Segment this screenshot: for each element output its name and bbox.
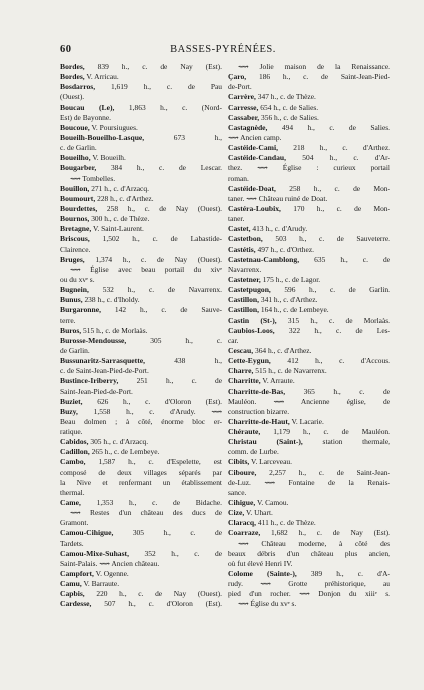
entry-name: Castetpugon, xyxy=(228,285,271,295)
text-line xyxy=(60,295,222,305)
entry-text: V. Larceveau. xyxy=(249,457,292,467)
text-line xyxy=(60,204,222,214)
entry-name: Christau (Saint-), xyxy=(228,437,303,447)
text-line xyxy=(60,255,222,265)
entry-name: Castéide-Candau, xyxy=(228,153,287,163)
entry-name: Buros, xyxy=(60,325,82,335)
text-line xyxy=(228,589,390,599)
text-line xyxy=(60,224,222,234)
entry-text: 164 h., c. de Lembeye. xyxy=(259,305,329,315)
entry-name: Bourdettes, xyxy=(60,203,98,213)
text-line xyxy=(228,194,390,204)
entry-name: Carresse, xyxy=(228,102,259,112)
text-line xyxy=(60,214,222,224)
entry-text: 258 h., c. de Nay (Ouest). xyxy=(97,203,222,213)
entry-name: Castéra-Loubix, xyxy=(228,203,281,213)
entry-text: ratique. xyxy=(60,427,83,437)
text-line xyxy=(228,457,390,467)
entry-text: Saint-Palais. ⟿ Ancien château. xyxy=(60,558,160,568)
entry-text: 305 h., c. d'Arzacq. xyxy=(88,437,149,447)
entry-name: Çaro, xyxy=(228,72,247,82)
text-line xyxy=(60,508,222,518)
entry-name: Cassaber, xyxy=(228,112,260,122)
entry-name: Charritte, xyxy=(228,376,261,386)
entry-name: Capbis, xyxy=(60,589,85,599)
entry-name: Boumourt, xyxy=(60,193,96,203)
text-line xyxy=(228,468,390,478)
entry-name: Bunus, xyxy=(60,295,83,305)
text-line xyxy=(228,579,390,589)
entry-text: 1,558 h., c. d'Arudy. ⟿ xyxy=(77,406,222,416)
entry-text: pied d'un rocher. ⟿ Donjon du xiiiᵉ s. xyxy=(228,589,390,599)
text-line xyxy=(228,174,390,184)
entry-text: 186 h., c. de Saint-Jean-Pied- xyxy=(246,72,390,82)
entry-text: 504 h., c. d'Ar- xyxy=(286,153,390,163)
entry-text: Beau dolmen ; à côté, énorme bloc er- xyxy=(60,416,222,426)
entry-name: Bretagne, xyxy=(60,224,92,234)
entry-text: Navarrenx. xyxy=(228,264,262,274)
text-line xyxy=(60,103,222,113)
entry-text: 507 h., c. d'Oloron (Est). xyxy=(91,599,222,609)
entry-text: ⟿ Jolie maison de la Renaissance. xyxy=(238,62,390,71)
entry-text: 356 h., c. de Salies. xyxy=(259,112,319,122)
entry-text: 411 h., c. de Thèze. xyxy=(256,518,316,528)
entry-name: Cambo, xyxy=(60,457,86,467)
text-line xyxy=(60,184,222,194)
text-line xyxy=(228,143,390,153)
entry-text: car. xyxy=(228,335,239,345)
text-line xyxy=(60,599,222,609)
text-line xyxy=(228,478,390,488)
entry-name: Carrère, xyxy=(228,92,256,102)
text-line xyxy=(228,62,390,72)
text-line xyxy=(60,549,222,559)
entry-name: Castéide-Doat, xyxy=(228,183,276,193)
entry-name: Boucau (Le), xyxy=(60,102,115,112)
entry-name: Bosdarros, xyxy=(60,82,96,92)
entry-text: taner. xyxy=(228,214,245,224)
entry-text: 389 h., c. d'A- xyxy=(296,569,390,579)
entry-text: 1,179 h., c. de Mauléon. xyxy=(260,427,390,437)
text-line xyxy=(60,366,222,376)
entry-name: Briscous, xyxy=(60,234,90,244)
entry-text: ou du xvᵉ s. xyxy=(60,274,95,284)
entry-name: Bordes, xyxy=(60,62,85,71)
text-line xyxy=(228,427,390,437)
text-line xyxy=(60,498,222,508)
entry-text: composé de deux villages séparés par xyxy=(60,467,222,477)
text-line xyxy=(228,559,390,569)
entry-text: 494 h., c. de Salies. xyxy=(267,122,390,132)
entry-text: 384 h., c. de Lescar. xyxy=(96,163,222,173)
text-line xyxy=(60,356,222,366)
entry-name: Bordes, xyxy=(60,72,85,82)
entry-text: comm. de Lurbe. xyxy=(228,447,279,457)
entry-text: V. Camou. xyxy=(255,498,289,508)
entry-text: V. Barraute. xyxy=(81,579,120,589)
text-line xyxy=(228,275,390,285)
page-header xyxy=(60,44,386,56)
entry-text: 532 h., c. de Navarrenx. xyxy=(88,285,222,295)
entry-name: Caubios-Loos, xyxy=(228,325,275,335)
entry-text: 1,863 h., c. (Nord- xyxy=(114,102,222,112)
entry-text: la Nive et renfermant un établissement xyxy=(60,477,222,487)
text-line xyxy=(228,539,390,549)
entry-text: 515 h., c. de Navarrenx. xyxy=(253,366,327,376)
right-column xyxy=(228,62,390,610)
text-line xyxy=(60,163,222,173)
text-line xyxy=(60,457,222,467)
entry-text: 142 h., c. de Sauve- xyxy=(101,305,222,315)
entry-name: Chéraute, xyxy=(228,427,261,437)
text-line xyxy=(60,569,222,579)
entry-text: 265 h., c. de Lembeye. xyxy=(89,447,160,457)
text-line xyxy=(228,366,390,376)
text-line xyxy=(60,387,222,397)
entry-text: c. de Garlin. xyxy=(60,143,97,153)
entry-text: 1,374 h., c. de Nay (Ouest). xyxy=(84,254,222,264)
entry-name: Castet, xyxy=(228,224,251,234)
entry-text: rudy. ⟿ Grotte préhistorique, au xyxy=(228,579,390,589)
entry-name: Bussunaritz-Sarrasquette, xyxy=(60,356,146,366)
text-line xyxy=(60,528,222,538)
entry-name: Castetnau-Camblong, xyxy=(228,254,300,264)
text-line xyxy=(228,356,390,366)
left-column xyxy=(60,62,222,610)
text-line xyxy=(60,153,222,163)
entry-text: ⟿ Ancien camp. xyxy=(228,132,282,142)
entry-text: 1,587 h., c. d'Espelette, est xyxy=(85,457,222,467)
text-line xyxy=(228,437,390,447)
text-line xyxy=(60,437,222,447)
entry-text: 2,257 h., c. de Saint-Jean- xyxy=(256,467,390,477)
entry-name: Boueilh-Boueilho-Lasque, xyxy=(60,132,145,142)
entry-name: Cihigue, xyxy=(228,498,256,508)
entry-name: Cardesse, xyxy=(60,599,92,609)
entry-text: 596 h., c. de Garlin. xyxy=(270,285,390,295)
text-line xyxy=(228,417,390,427)
text-line xyxy=(60,488,222,498)
entry-text: 503 h., c. de Sauveterre. xyxy=(262,234,390,244)
text-line xyxy=(228,498,390,508)
text-line xyxy=(228,265,390,275)
text-line xyxy=(228,295,390,305)
entry-text: 1,682 h., c. de Nay (Est). xyxy=(260,528,390,538)
text-line xyxy=(60,174,222,184)
text-line xyxy=(60,468,222,478)
entry-name: Bougarber, xyxy=(60,163,97,173)
text-line xyxy=(60,305,222,315)
entry-text: 839 h., c. de Nay (Est). xyxy=(84,62,222,71)
entry-name: Castetner, xyxy=(228,274,261,284)
entry-text: Saint-Jean-Pied-de-Port. xyxy=(60,386,133,396)
text-line xyxy=(228,376,390,386)
entry-name: Castagnède, xyxy=(228,122,268,132)
text-line xyxy=(228,528,390,538)
entry-text: 365 h., c. de xyxy=(285,386,390,396)
entry-text: V. Boueilh. xyxy=(90,153,126,163)
text-line xyxy=(228,204,390,214)
text-line xyxy=(228,214,390,224)
entry-text: c. de Saint-Jean-Pied-de-Port. xyxy=(60,366,149,376)
text-line xyxy=(60,397,222,407)
text-line xyxy=(60,113,222,123)
text-line xyxy=(60,133,222,143)
text-line xyxy=(228,599,390,609)
entry-name: Castin (St-), xyxy=(228,315,277,325)
text-line xyxy=(60,559,222,569)
entry-text: 175 h., c. de Lagor. xyxy=(260,274,321,284)
text-line xyxy=(60,234,222,244)
entry-text: 673 h., xyxy=(144,132,222,142)
entry-text: 438 h., xyxy=(145,356,222,366)
entry-name: Charre, xyxy=(228,366,254,376)
entry-name: Claracq, xyxy=(228,518,257,528)
entry-name: Boucoue, xyxy=(60,122,90,132)
entry-text: 305 h., c. xyxy=(126,335,222,345)
text-line xyxy=(228,92,390,102)
text-line xyxy=(60,579,222,589)
entry-name: Bouillon, xyxy=(60,183,90,193)
entry-name: Castillon, xyxy=(228,305,260,315)
text-line xyxy=(228,82,390,92)
text-line xyxy=(60,265,222,275)
text-line xyxy=(60,326,222,336)
entry-text: sance. xyxy=(228,487,247,497)
text-line xyxy=(60,589,222,599)
entry-text: ⟿ Église avec beau portail du xivᵉ xyxy=(70,264,222,274)
text-line xyxy=(228,407,390,417)
text-line xyxy=(228,163,390,173)
entry-name: Campfort, xyxy=(60,569,94,579)
text-line xyxy=(228,508,390,518)
entry-name: Charritte-de-Haut, xyxy=(228,416,290,426)
text-line xyxy=(60,336,222,346)
entry-name: Burosse-Mendousse, xyxy=(60,335,127,345)
text-line xyxy=(60,143,222,153)
entry-text: beaux débris d'un château plus ancien, xyxy=(228,548,390,558)
entry-name: Cadillon, xyxy=(60,447,90,457)
text-line xyxy=(228,326,390,336)
text-line xyxy=(60,539,222,549)
entry-name: Castillon, xyxy=(228,295,260,305)
entry-text: Gramont. xyxy=(60,518,89,528)
text-line xyxy=(60,194,222,204)
text-line xyxy=(228,153,390,163)
text-line xyxy=(228,255,390,265)
text-line xyxy=(228,234,390,244)
entry-name: Came, xyxy=(60,498,81,508)
text-line xyxy=(228,346,390,356)
text-line xyxy=(228,387,390,397)
entry-name: Colome (Sainte-), xyxy=(228,569,297,579)
entry-name: Bugnein, xyxy=(60,285,89,295)
entry-name: Castétis, xyxy=(228,244,256,254)
entry-text: roman. xyxy=(228,173,249,183)
entry-text: où fut élevé Henri IV. xyxy=(228,558,293,568)
entry-text: 635 h., c. de xyxy=(299,254,390,264)
entry-text: 315 h., c. de Morlaàs. xyxy=(276,315,390,325)
text-line xyxy=(228,397,390,407)
text-line xyxy=(60,447,222,457)
entry-text: terre. xyxy=(60,315,76,325)
entry-name: Coarraze, xyxy=(228,528,261,538)
entry-text: V. Lacarie. xyxy=(289,416,324,426)
entry-text: 322 h., c. de Les- xyxy=(274,325,390,335)
text-line xyxy=(60,518,222,528)
text-line xyxy=(60,72,222,82)
entry-text: 364 h., c. d'Arthez. xyxy=(253,345,312,355)
text-line xyxy=(60,275,222,285)
text-line xyxy=(228,123,390,133)
text-line xyxy=(60,285,222,295)
text-line xyxy=(60,82,222,92)
text-line xyxy=(228,316,390,326)
entry-name: Cabidos, xyxy=(60,437,89,447)
entry-text: 347 h., c. de Thèze. xyxy=(255,92,316,102)
entry-text: 654 h., c. de Salies. xyxy=(258,102,319,112)
entry-text: 220 h., c. de Nay (Ouest). xyxy=(84,589,222,599)
entry-text: construction bizarre. xyxy=(228,406,290,416)
entry-text: 251 h., c. de xyxy=(118,376,222,386)
entry-text: 305 h., c. de xyxy=(113,528,222,538)
entry-text: Tardets. xyxy=(60,538,84,548)
entry-text: ⟿ Restes d'un château des ducs de xyxy=(70,508,222,518)
entry-text: ⟿ Château moderne, à côté des xyxy=(238,538,390,548)
entry-text: 238 h., c. d'Iholdy. xyxy=(82,295,140,305)
text-line xyxy=(228,488,390,498)
entry-name: Camou-Cihigue, xyxy=(60,528,114,538)
entry-text: V. Saint-Laurent. xyxy=(91,224,144,234)
entry-text: taner. ⟿ Château ruiné de Doat. xyxy=(228,193,328,203)
entry-text: V. Arricau. xyxy=(84,72,119,82)
entry-name: Cibits, xyxy=(228,457,250,467)
entry-text: 412 h., c. d'Accous. xyxy=(270,356,390,366)
text-line xyxy=(228,184,390,194)
entry-text: 218 h., c. d'Arthez. xyxy=(277,143,390,153)
entry-text: 497 h., c. d'Orthez. xyxy=(255,244,314,254)
text-line xyxy=(228,447,390,457)
entry-text: 341 h., c. d'Arthez. xyxy=(259,295,318,305)
entry-text: 271 h., c. d'Arzacq. xyxy=(89,183,149,193)
entry-name: Buzy, xyxy=(60,406,78,416)
entry-text: de-Luz. ⟿ Fontaine de la Renais- xyxy=(228,477,390,487)
text-line xyxy=(228,569,390,579)
text-line xyxy=(60,92,222,102)
text-line xyxy=(60,62,222,72)
text-line xyxy=(60,346,222,356)
entry-name: Bournos, xyxy=(60,214,90,224)
entry-text: station thermale, xyxy=(302,437,390,447)
entry-name: Charritte-de-Bas, xyxy=(228,386,286,396)
entry-text: thez. ⟿ Église : curieux portail xyxy=(228,163,390,173)
entry-name: Cize, xyxy=(228,508,245,518)
entry-text: Clairence. xyxy=(60,244,91,254)
text-line xyxy=(228,103,390,113)
entry-text: thermal. xyxy=(60,487,85,497)
entry-name: Camu, xyxy=(60,579,82,589)
entry-name: Cette-Eygun, xyxy=(228,356,271,366)
text-line xyxy=(228,113,390,123)
entry-text: 1,502 h., c. de Labastide- xyxy=(89,234,222,244)
entry-name: Cescau, xyxy=(228,345,254,355)
text-line xyxy=(228,305,390,315)
text-line xyxy=(60,427,222,437)
entry-name: Boueilho, xyxy=(60,153,91,163)
entry-name: Camou-Mixe-Suhast, xyxy=(60,548,129,558)
text-line xyxy=(228,518,390,528)
entry-text: 258 h., c. de Mon- xyxy=(275,183,390,193)
entry-name: Bustince-Iriberry, xyxy=(60,376,119,386)
entry-text: 170 h., c. de Mon- xyxy=(280,203,390,213)
entry-text: 626 h., c. d'Oloron (Est). xyxy=(82,396,222,406)
text-line xyxy=(228,245,390,255)
text-line xyxy=(228,285,390,295)
entry-text: 1,619 h., c. de Pau xyxy=(95,82,222,92)
text-line xyxy=(228,336,390,346)
text-line xyxy=(228,133,390,143)
entry-name: Castetbon, xyxy=(228,234,263,244)
entry-name: Buziet, xyxy=(60,396,83,406)
entry-name: Bruges, xyxy=(60,254,85,264)
entry-text: Est) de Bayonne. xyxy=(60,112,112,122)
entry-text: ⟿ Tombelles. xyxy=(70,173,116,183)
text-line xyxy=(60,407,222,417)
entry-text: 228 h., c. d'Arthez. xyxy=(95,193,154,203)
entry-name: Burgaronne, xyxy=(60,305,101,315)
entry-text: 515 h., c. de Morlaàs. xyxy=(81,325,148,335)
entry-text: 1,353 h., c. de Bidache. xyxy=(80,498,222,508)
entry-text: V. Arraute. xyxy=(260,376,295,386)
text-line xyxy=(60,123,222,133)
text-line xyxy=(60,245,222,255)
entry-text: ⟿ Église du xvᵉ s. xyxy=(238,599,297,609)
text-line xyxy=(228,224,390,234)
entry-text: 413 h., c. d'Arudy. xyxy=(250,224,308,234)
text-line xyxy=(60,417,222,427)
entry-text: de-Port. xyxy=(228,82,252,92)
text-line xyxy=(60,478,222,488)
entry-text: V. Uhart. xyxy=(244,508,273,518)
page-title: BASSES-PYRÉNÉES. xyxy=(170,44,276,55)
entry-text: (Ouest). xyxy=(60,92,85,102)
text-line xyxy=(228,72,390,82)
text-line xyxy=(60,316,222,326)
entry-text: Mauléon. ⟿ Ancienne église, de xyxy=(228,396,390,406)
entry-text: V. Poursiugues. xyxy=(89,122,138,132)
page-number: 60 xyxy=(60,44,72,55)
entry-text: 300 h., c. de Thèze. xyxy=(89,214,150,224)
entry-text: 352 h., c. de xyxy=(128,548,222,558)
entry-name: Castéide-Cami, xyxy=(228,143,278,153)
text-line xyxy=(60,376,222,386)
entry-text: de Garlin. xyxy=(60,345,90,355)
entry-name: Ciboure, xyxy=(228,467,257,477)
text-line xyxy=(228,549,390,559)
entry-text: V. Ogenne. xyxy=(93,569,129,579)
